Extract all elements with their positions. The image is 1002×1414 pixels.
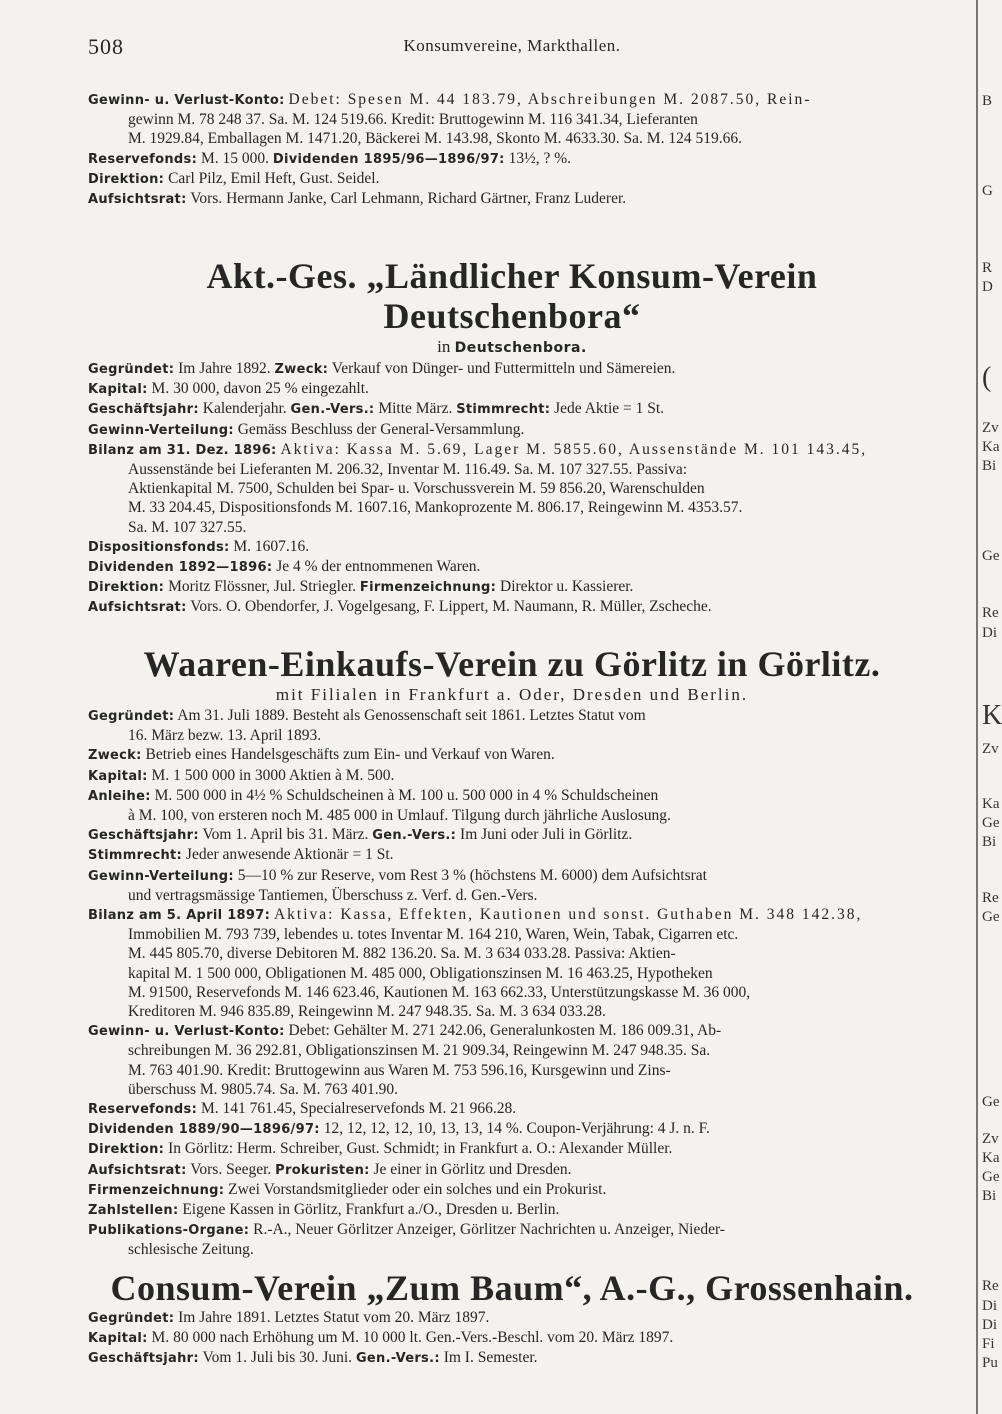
adjacent-page-edge: B G R D ( Zv Ka Bi Ge Re Di K Zv Ka Ge Bi Re Ge Ge Zv Ka Ge Bi Re Di Di Fi Pu [958, 0, 1000, 1414]
entry-subtitle: in Deutschenbora. [437, 337, 587, 356]
profit-loss-account: Gewinn- u. Verlust-Konto: Debet: Spesen M. 44 183.79, Abschreibungen M. 2087.50, Rein- [88, 91, 812, 108]
direction: Direktion: Carl Pilz, Emil Heft, Gust. Seidel. [88, 169, 380, 187]
page-gutter-line [976, 0, 978, 1414]
entry-title: Waaren-Einkaufs-Verein zu Görlitz in Görlitz. [143, 644, 881, 684]
running-title: Konsumvereine, Markthallen. [403, 36, 621, 55]
entry-title: Akt.-Ges. „Ländlicher Konsum-Verein Deutschenbora“ [206, 256, 818, 336]
entry-grossenhain: Consum-Verein „Zum Baum“, A.-G., Grossenhain. Gegründet: Im Jahre 1891. Letztes Statut vom 20. März 1897. Kapital: M. 80 000 nach Erhöhung um M. 10 000 lt. Gen.-Vers.-Beschl. vom 20. März 1897. Geschäftsjahr: Vom 1. Juli bis 30. Juni. Gen.-Vers.: Im I. Semester. [88, 1268, 936, 1369]
field-label: Gewinn- u. Verlust-Konto: [88, 93, 285, 108]
entry-title: Consum-Verein „Zum Baum“, A.-G., Grossenhain. [110, 1268, 914, 1308]
entry-continued: Gewinn- u. Verlust-Konto: Debet: Spesen M. 44 183.79, Abschreibungen M. 2087.50, Rein- gewinn M. 78 248 37. Sa. M. 124 519.66. Kredit: Bruttogewinn M. 116 341.34, Lieferanten M. 1929.84, Emballagen M. 1471.20, Bäckerei M. 143.98, Skonto M. 4633.30. Sa. M. 124 519.66. Reservefonds: M. 15 000. Dividenden 1895/96—1896/97: 13½, ? %. Direktion: Carl Pilz, Emil Heft, Gust. Seidel. Aufsichtsrat: Vors. Hermann Janke, Carl Lehmann, Richard Gärtner, Franz Luderer. [88, 90, 936, 209]
page-number: 508 [88, 34, 124, 59]
entry-deutschenbora: Akt.-Ges. „Ländlicher Konsum-Verein Deutschenbora“ in Deutschenbora. Gegründet: Im Jahre 1892. Zweck: Verkauf von Dünger- und Futtermitteln und Sämereien. Kapital: M. 30 000, davon 25 % eingezahlt. Geschäftsjahr: Kalenderjahr. Gen.-Vers.: Mitte März. Stimmrecht: Jede Aktie = 1 St. Gewinn-Verteilung: Gemäss Beschluss der General-Versammlung. Bilanz am 31. Dez. 1896: Aktiva: Kassa M. 5.69, Lager M. 5855.60, Aussenstände M. 101 143.45, Aussenstände bei Lieferanten M. 206.32, Inventar M. 116.49. Sa. M. 107 327.55. Passiva: Aktienkapital M. 7500, Schulden bei Spar- u. Vorschussverein M. 59 856.20, Warenschulden M. 33 204.45, Dispositionsfonds M. 1607.16, Mankoprozente M. 806.17, Reingewinn M. 4353.57. Sa. M. 107 327.55. Dispositionsfonds: M. 1607.16. Dividenden 1892—1896: Je 4 % der entnommenen Waren. Direktion: Moritz Flössner, Jul. Striegler. Firmenzeichnung: Direktor u. Kassierer. Aufsichtsrat: Vors. O. Obendorfer, J. Vogelgesang, F. Lippert, M. Naumann, R. Müller, Zscheche. [88, 256, 936, 618]
reserve-funds: Reservefonds: M. 15 000. Dividenden 1895/96—1896/97: 13½, ? %. [88, 149, 571, 167]
supervisory-board: Aufsichtsrat: Vors. Hermann Janke, Carl Lehmann, Richard Gärtner, Franz Luderer. [88, 190, 627, 208]
entry-subtitle: mit Filialen in Frankfurt a. Oder, Dresden und Berlin. [275, 685, 749, 704]
page-header [88, 34, 936, 66]
entry-goerlitz: Waaren-Einkaufs-Verein zu Görlitz in Görlitz. mit Filialen in Frankfurt a. Oder, Dresden und Berlin. Gegründet: Am 31. Juli 1889. Besteht als Genossenschaft seit 1861. Letztes Statut vom 16. März bezw. 13. April 1893. Zweck: Betrieb eines Handelsgeschäfts zum Ein- und Verkauf von Waren. Kapital: M. 1 500 000 in 3000 Aktien à M. 500. Anleihe: M. 500 000 in 4½ % Schuldscheinen à M. 100 u. 500 000 in 4 % Schuldscheinen à M. 100, von ersteren noch M. 485 000 in Umlauf. Tilgung durch jährliche Auslosung. Geschäftsjahr: Vom 1. April bis 31. März. Gen.-Vers.: Im Juni oder Juli in Görlitz. Stimmrecht: Jeder anwesende Aktionär = 1 St. Gewinn-Verteilung: 5—10 % zur Reserve, vom Rest 3 % (höchstens M. 6000) dem Aufsichtsrat und vertragsmässige Tantiemen, Überschuss z. Verf. d. Gen.-Vers. Bilanz am 5. April 1897: Aktiva: Kassa, Effekten, Kautionen und sonst. Guthaben M. 348 142.38, Immobilien M. 793 739, lebendes u. totes Inventar M. 164 210, Waren, Wein, Tabak, Cigarren etc. M. 445 805.70, diverse Debitoren M. 882 136.20. Sa. M. 3 634 033.28. Passiva: Aktien- kapital M. 1 500 000, Obligationen M. 485 000, Obligationszinsen M. 16 463.25, Hypotheken M. 91500, Reservefonds M. 146 623.46, Kautionen M. 163 662.33, Unterstützungskasse M. 36 000, Kreditoren M. 946 835.89, Reingewinn M. 247 948.35. Sa. M. 3 634 033.28. Gewinn- u. Verlust-Konto: Debet: Gehälter M. 271 242.06, Generalunkosten M. 186 009.31, Ab- schreibungen M. 36 292.81, Obligationszinsen M. 21 909.34, Reingewinn M. 247 948.35. Sa. M. 763 401.90. Kredit: Bruttogewinn aus Waren M. 753 596.16, Kursgewinn und Zins- überschuss M. 9805.74. Sa. M. 763 401.90. Reservefonds: M. 141 761.45, Specialreservefonds M. 21 966.28. Dividenden 1889/90—1896/97: 12, 12, 12, 12, 10, 13, 13, 14 %. Coupon-Verjährung: 4 J. n. F. Direktion: In Görlitz: Herm. Schreiber, Gust. Schmidt; in Frankfurt a. O.: Alexander Müller. Aufsichtsrat: Vors. Seeger. Prokuristen: Je einer in Görlitz und Dresden. Firmenzeichnung: Zwei Vorstandsmitglieder oder ein solches und ein Prokurist. Zahlstellen: Eigene Kassen in Görlitz, Frankfurt a./O., Dresden u. Berlin. Publikations-Organe: R.-A., Neuer Görlitzer Anzeiger, Görlitzer Nachrichten u. Anzeiger, Nieder- schlesische Zeitung. [88, 644, 936, 1260]
